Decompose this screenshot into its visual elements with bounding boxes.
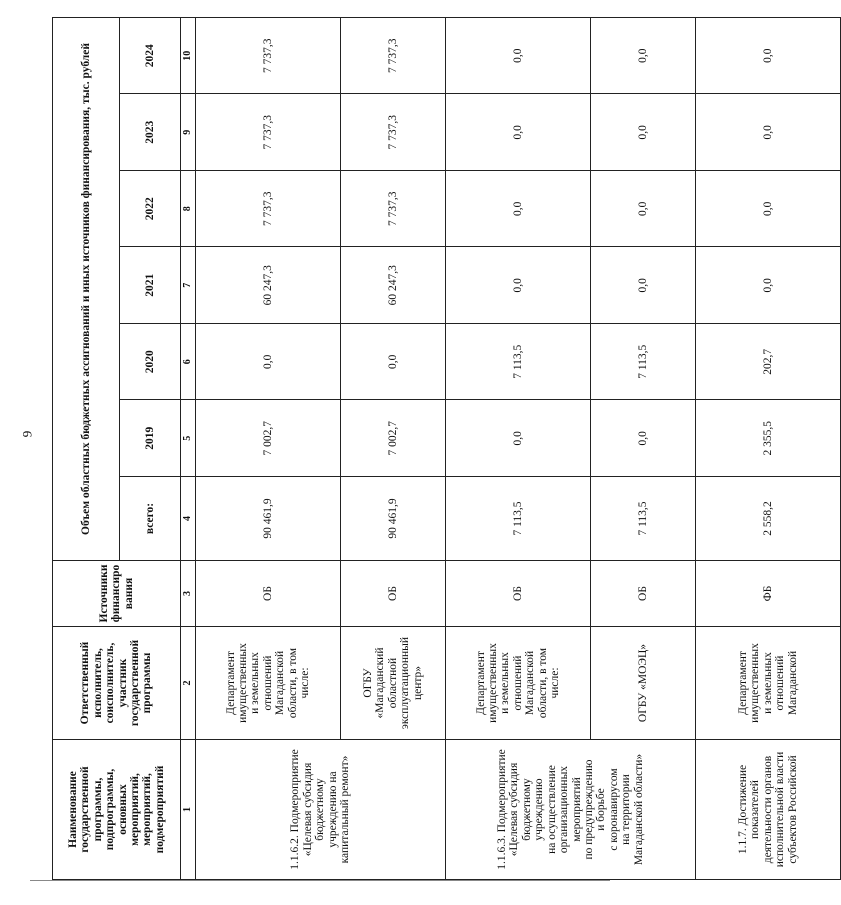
- header-source: [53, 561, 181, 627]
- column-number: 10: [181, 17, 196, 94]
- text-line: имущественных: [236, 643, 249, 723]
- row-year-value: 7 113,5: [591, 324, 696, 401]
- text-line: вания: [122, 577, 135, 610]
- row-year-value: 0,0: [446, 400, 591, 477]
- header-year: 2024: [120, 17, 181, 94]
- text-line: числе:: [299, 667, 312, 699]
- row-source: ОБ: [446, 561, 591, 627]
- text-line: бюджетному: [520, 778, 533, 841]
- row-year-value: 60 247,3: [196, 247, 341, 324]
- text-line: финансиро: [110, 564, 123, 623]
- row-year-value: 0,0: [341, 324, 446, 401]
- text-line: основных: [116, 784, 129, 835]
- header-year: 2022: [120, 171, 181, 248]
- text-line: и земельных: [761, 652, 774, 714]
- row-year-value: 0,0: [591, 171, 696, 248]
- row-year-value: 0,0: [446, 94, 591, 171]
- row-executor: [696, 627, 841, 740]
- text-line: «Целевая субсидия: [301, 762, 314, 857]
- row-year-value: 0,0: [196, 324, 341, 401]
- text-line: программы,: [91, 777, 104, 842]
- text-line: субъектов Российской: [786, 755, 799, 864]
- row-source: ОБ: [341, 561, 446, 627]
- column-number: 1: [181, 740, 196, 880]
- row-total-value: 90 461,9: [341, 477, 446, 561]
- text-line: 1.1.6.3. Подмероприятие: [496, 749, 509, 870]
- header-total: всего:: [120, 477, 181, 561]
- row-year-value: 0,0: [591, 94, 696, 171]
- row-year-value: 7 737,3: [341, 17, 446, 94]
- text-line: и борьбе: [595, 788, 608, 831]
- text-line: исполнитель,: [91, 648, 104, 718]
- text-line: государственной: [79, 766, 92, 853]
- row-executor: [591, 627, 696, 740]
- text-line: Магаданской: [524, 650, 537, 716]
- funding-table: [52, 17, 841, 880]
- header-year: 2019: [120, 400, 181, 477]
- row-year-value: 60 247,3: [341, 247, 446, 324]
- text-line: Ответственный: [79, 641, 92, 725]
- text-line: отношений: [774, 655, 787, 711]
- text-line: отношений: [511, 655, 524, 711]
- header-year: 2020: [120, 324, 181, 401]
- row-source: ОБ: [591, 561, 696, 627]
- text-line: капитальный ремонт»: [339, 755, 352, 864]
- row-year-value: 2 355,5: [696, 400, 841, 477]
- row-year-value: 0,0: [696, 17, 841, 94]
- text-line: имущественных: [749, 643, 762, 723]
- header-year: 2023: [120, 94, 181, 171]
- row-year-value: 0,0: [591, 17, 696, 94]
- row-total-value: 7 113,5: [446, 477, 591, 561]
- row-year-value: 0,0: [446, 171, 591, 248]
- header-year: 2021: [120, 247, 181, 324]
- row-name: [446, 740, 696, 880]
- text-line: Департамент: [736, 651, 749, 715]
- text-line: подпрограммы,: [104, 768, 117, 851]
- text-line: мероприятий: [570, 777, 583, 842]
- row-year-value: 7 737,3: [341, 94, 446, 171]
- column-number: 9: [181, 94, 196, 171]
- row-year-value: 0,0: [696, 247, 841, 324]
- text-line: мероприятий,: [128, 773, 141, 846]
- text-line: «Магаданский: [374, 647, 387, 719]
- text-line: учреждению: [533, 778, 546, 841]
- rotated-table-frame: [52, 22, 799, 880]
- column-number: 5: [181, 400, 196, 477]
- row-year-value: 7 737,3: [341, 171, 446, 248]
- header-executor: [53, 627, 181, 740]
- text-line: деятельности органов: [761, 755, 774, 864]
- column-number: 3: [181, 561, 196, 627]
- row-executor: [446, 627, 591, 740]
- row-year-value: 7 002,7: [196, 400, 341, 477]
- row-year-value: 7 002,7: [341, 400, 446, 477]
- text-line: на территории: [620, 774, 633, 845]
- text-line: организационных: [558, 765, 571, 854]
- column-number: 2: [181, 627, 196, 740]
- text-line: на осуществление: [545, 765, 558, 854]
- text-line: исполнительной власти: [774, 751, 787, 868]
- text-line: Департамент: [224, 651, 237, 715]
- row-year-value: 0,0: [591, 247, 696, 324]
- row-year-value: 7 113,5: [446, 324, 591, 401]
- text-line: соисполнитель,: [104, 642, 117, 724]
- text-line: по предупреждению: [582, 759, 595, 860]
- text-line: ОГБУ: [361, 668, 374, 698]
- text-line: бюджетному: [314, 778, 327, 841]
- row-year-value: 0,0: [591, 400, 696, 477]
- row-year-value: 7 737,3: [196, 17, 341, 94]
- row-year-value: 7 737,3: [196, 171, 341, 248]
- row-total-value: 90 461,9: [196, 477, 341, 561]
- row-year-value: 0,0: [446, 247, 591, 324]
- text-line: с коронавирусом: [607, 768, 620, 851]
- column-number: 7: [181, 247, 196, 324]
- text-line: числе:: [549, 667, 562, 699]
- text-line: области, в том: [536, 647, 549, 719]
- row-total-value: 7 113,5: [591, 477, 696, 561]
- text-line: 1.1.6.2. Подмероприятие: [289, 749, 302, 870]
- text-line: программы: [141, 652, 154, 714]
- table-row: [196, 17, 341, 879]
- table-body: [196, 17, 841, 879]
- text-line: Магаданской области»: [632, 753, 645, 866]
- row-name: [696, 740, 841, 880]
- column-number: 8: [181, 171, 196, 248]
- text-line: Источники: [97, 564, 110, 623]
- row-year-value: 0,0: [696, 171, 841, 248]
- row-year-value: 0,0: [446, 17, 591, 94]
- header-funding-title: Объем областных бюджетных ассигнований и иных источников финансирования, тыс. рублей: [53, 17, 120, 560]
- footer-rule: [30, 880, 610, 881]
- text-line: и земельных: [249, 652, 262, 714]
- text-line: области, в том: [286, 647, 299, 719]
- text-line: Наименование: [66, 771, 79, 848]
- text-line: государственной: [128, 639, 141, 727]
- text-line: «Целевая субсидия: [508, 762, 521, 857]
- header-name: [53, 740, 181, 880]
- row-executor: [341, 627, 446, 740]
- row-total-value: 2 558,2: [696, 477, 841, 561]
- text-line: Магаданской: [274, 650, 287, 716]
- row-source: ОБ: [196, 561, 341, 627]
- text-line: ОГБУ «МОЭЦ»: [636, 643, 649, 723]
- row-source: ФБ: [696, 561, 841, 627]
- text-line: эксплуатационный: [399, 636, 412, 730]
- text-line: участник: [116, 658, 129, 708]
- text-line: учреждению на: [326, 771, 339, 848]
- header-row-1: [53, 17, 120, 879]
- page-number: 9: [19, 430, 35, 438]
- text-line: центр»: [411, 665, 424, 701]
- row-year-value: 0,0: [696, 94, 841, 171]
- text-line: областной: [386, 657, 399, 709]
- column-number-row: [181, 17, 196, 879]
- text-line: и земельных: [499, 652, 512, 714]
- text-line: Департамент: [474, 651, 487, 715]
- text-line: имущественных: [486, 643, 499, 723]
- row-executor: [196, 627, 341, 740]
- text-line: мероприятий,: [141, 773, 154, 846]
- column-number: 4: [181, 477, 196, 561]
- column-number: 6: [181, 324, 196, 401]
- row-year-value: 7 737,3: [196, 94, 341, 171]
- table-rotator: [52, 22, 799, 880]
- row-name: [196, 740, 446, 880]
- text-line: подмероприятий: [153, 765, 166, 854]
- table-row: [446, 17, 591, 879]
- row-year-value: 202,7: [696, 324, 841, 401]
- text-line: 1.1.7. Достижение: [736, 764, 749, 855]
- text-line: отношений: [261, 655, 274, 711]
- table-row: [696, 17, 841, 879]
- text-line: показателей: [749, 780, 762, 839]
- text-line: Магаданской: [786, 650, 799, 716]
